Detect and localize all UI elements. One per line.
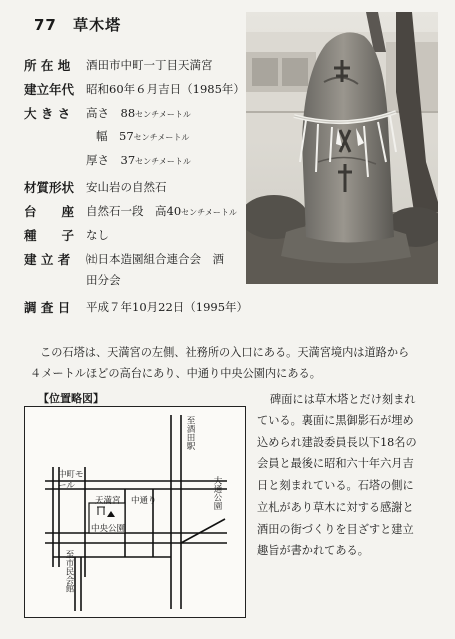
field-label-material: 材質形状	[24, 180, 75, 195]
side-line-7: 酒田の街づくりを目ざすと建立	[257, 523, 414, 536]
field-value-material: 安山岩の自然石	[86, 180, 167, 194]
entry-name: 草木塔	[73, 16, 122, 34]
depth-value: 厚さ 37	[86, 153, 136, 167]
page-title	[34, 14, 121, 35]
map-label-station: 至酒田駅	[185, 416, 195, 450]
field-value-survey-date: 平成７年10月22日（1995年）	[86, 300, 249, 314]
height-unit: センチメートル	[135, 110, 191, 119]
monument-photo	[246, 12, 438, 284]
pedestal-unit: センチメートル	[181, 208, 237, 217]
intro-line-1: この石塔は、天満宮の左側、社務所の入口にある。天満宮境内は道路から	[40, 346, 410, 359]
side-line-2: ている。裏面に黒御影石が埋め	[257, 414, 414, 427]
side-line-4: 会員と最後に昭和六十年六月吉	[257, 457, 414, 470]
map-label-central-park: 中央公園	[91, 524, 126, 534]
location-map-drawing	[25, 407, 245, 617]
height-value: 高さ 88	[86, 106, 136, 120]
location-map	[24, 406, 246, 618]
map-label-civic-hall: 至市民会館	[64, 550, 74, 593]
field-value-height	[86, 105, 191, 121]
pedestal-value: 自然石一段 高40	[86, 204, 182, 218]
field-label-pedestal: 台 座	[24, 204, 75, 219]
field-value-width	[96, 128, 189, 144]
field-value-builder: ㈳日本造園組合連合会 酒	[86, 252, 224, 266]
side-line-1: 碑面には草木塔とだけ刻まれ	[270, 393, 416, 406]
field-label-builder: 建 立 者	[24, 252, 71, 267]
field-value-seed: なし	[86, 228, 109, 242]
field-value-builder-cont: 田分会	[86, 273, 121, 287]
map-label-mall: 中町モール	[58, 470, 84, 491]
depth-unit: センチメートル	[135, 157, 191, 166]
entry-number: 77	[34, 16, 57, 34]
monument-photo-drawing	[246, 12, 438, 284]
field-label-location: 所 在 地	[24, 58, 71, 73]
field-label-year: 建立年代	[24, 82, 75, 97]
width-value: 幅 57	[96, 129, 134, 143]
field-label-seed: 種 子	[24, 228, 75, 243]
map-label-ohdori-park: 大通公園	[212, 476, 222, 510]
field-value-pedestal	[86, 203, 237, 219]
side-line-5: 日と刻まれている。石塔の側に	[257, 479, 414, 492]
map-heading: 【位置略図】	[38, 392, 104, 405]
field-value-depth	[86, 152, 191, 168]
map-label-street: 中通り	[131, 496, 157, 506]
side-line-8: 趣旨が書かれてある。	[257, 544, 369, 557]
map-label-shrine: 天満宮	[95, 496, 121, 506]
field-label-survey-date: 調 査 日	[24, 300, 71, 315]
side-line-3: 込められ建設委員長以下18名の	[257, 436, 417, 449]
field-value-location: 酒田市中町一丁目天満宮	[86, 58, 213, 72]
field-value-year: 昭和60年６月吉日（1985年）	[86, 82, 245, 96]
intro-line-2: ４メートルほどの高台にあり、中通り中央公園内にある。	[30, 367, 321, 380]
side-line-6: 立札があり草木に対する感謝と	[257, 501, 414, 514]
width-unit: センチメートル	[133, 133, 190, 142]
field-label-size: 大 き さ	[24, 106, 71, 121]
